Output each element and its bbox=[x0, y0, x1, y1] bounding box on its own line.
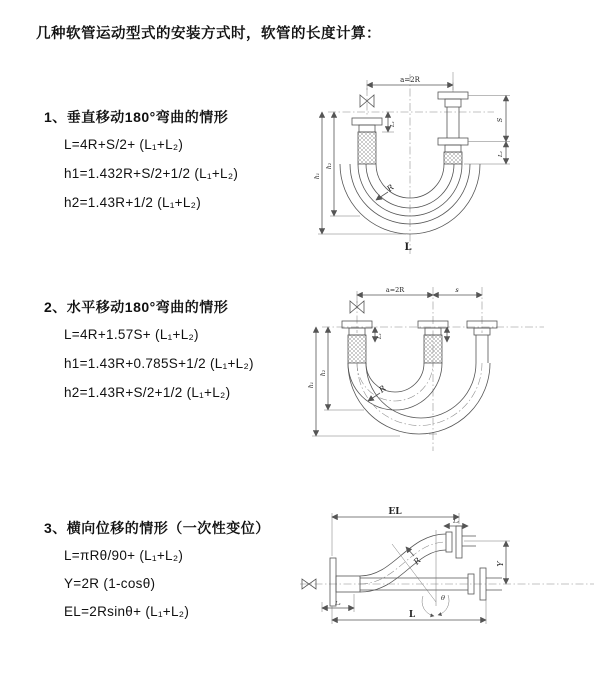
construction-lines bbox=[392, 530, 449, 616]
right-pipe bbox=[438, 92, 468, 164]
dim-a2r-label: a=2R bbox=[385, 286, 405, 294]
radius-label: R bbox=[385, 182, 396, 194]
radius-label: R bbox=[411, 555, 423, 567]
diagram-horizontal-180-bend bbox=[304, 281, 600, 463]
s-l2-dimensions bbox=[464, 96, 510, 165]
page-title: 几种软管运动型式的安装方式时，软管的长度计算： bbox=[36, 26, 381, 42]
y-dimension bbox=[464, 541, 510, 584]
dim-l-label: L bbox=[408, 610, 416, 620]
section-1-heading: 1、垂直移动180°弯曲的情形 bbox=[44, 109, 229, 125]
dim-h2-label: h₂ bbox=[320, 369, 327, 377]
section-1-formula-L: L=4R+S/2+ (L₁+L₂) bbox=[64, 137, 184, 152]
dim-l2-label: L₂ bbox=[498, 151, 504, 157]
section-3-formula-L: L=πRθ/90+ (L₁+L₂) bbox=[64, 548, 184, 563]
hose-arcs bbox=[348, 363, 490, 434]
dim-a2r-label: a=2R bbox=[400, 76, 420, 84]
height-dimensions bbox=[314, 112, 406, 234]
dim-s-label: s bbox=[455, 286, 459, 294]
section-3-formula-EL: EL=2Rsinθ+ (L₁+L₂) bbox=[64, 604, 190, 619]
dim-l1-label: L₁ bbox=[335, 601, 341, 607]
upper-flange-displaced bbox=[446, 526, 476, 558]
dim-h2-label: h₂ bbox=[326, 162, 333, 170]
centerlines bbox=[322, 287, 544, 451]
section-2-formula-h1: h1=1.43R+0.785S+1/2 (L₁+L₂) bbox=[64, 356, 254, 371]
section-3-heading: 3、横向位移的情形（一次性变位） bbox=[44, 520, 270, 536]
dim-l2-label: L₂ bbox=[453, 519, 459, 525]
dim-l1-label: L₁ bbox=[377, 333, 383, 339]
centerlines bbox=[328, 72, 494, 254]
dim-el-label: EL bbox=[388, 507, 402, 517]
dim-l1-label: L₁ bbox=[390, 121, 396, 127]
left-pipe bbox=[352, 118, 382, 164]
radius-label: R bbox=[377, 383, 388, 395]
top-dimension bbox=[357, 286, 482, 303]
length-label: L bbox=[404, 242, 412, 253]
radius-callout bbox=[376, 183, 396, 200]
dim-y-label: Y bbox=[496, 561, 505, 567]
diagram-vertical-180-bend bbox=[308, 64, 560, 262]
diagram-lateral-displacement bbox=[296, 502, 600, 648]
dim-h1-label: h₁ bbox=[308, 381, 315, 389]
top-dimension bbox=[367, 76, 453, 90]
angle-label: θ bbox=[441, 594, 445, 602]
section-2-formula-L: L=4R+1.57S+ (L₁+L₂) bbox=[64, 327, 199, 342]
hose-s-curve bbox=[360, 534, 446, 592]
dim-s-label: S bbox=[496, 117, 504, 123]
l2-dimension bbox=[444, 519, 468, 526]
dim-h1-label: h₁ bbox=[314, 172, 321, 180]
section-3-formula-Y: Y=2R (1-cosθ) bbox=[64, 576, 156, 591]
left-flange bbox=[330, 558, 360, 606]
l-dimension bbox=[332, 600, 486, 624]
l1-dimension bbox=[322, 594, 354, 612]
section-1-formula-h2: h2=1.43R+1/2 (L₁+L₂) bbox=[64, 195, 202, 210]
section-1-formula-h1: h1=1.432R+S/2+1/2 (L₁+L₂) bbox=[64, 166, 239, 181]
l1-dimension bbox=[382, 112, 396, 132]
section-2-heading: 2、水平移动180°弯曲的情形 bbox=[44, 299, 229, 315]
section-2-formula-h2: h2=1.43R+S/2+1/2 (L₁+L₂) bbox=[64, 385, 231, 400]
